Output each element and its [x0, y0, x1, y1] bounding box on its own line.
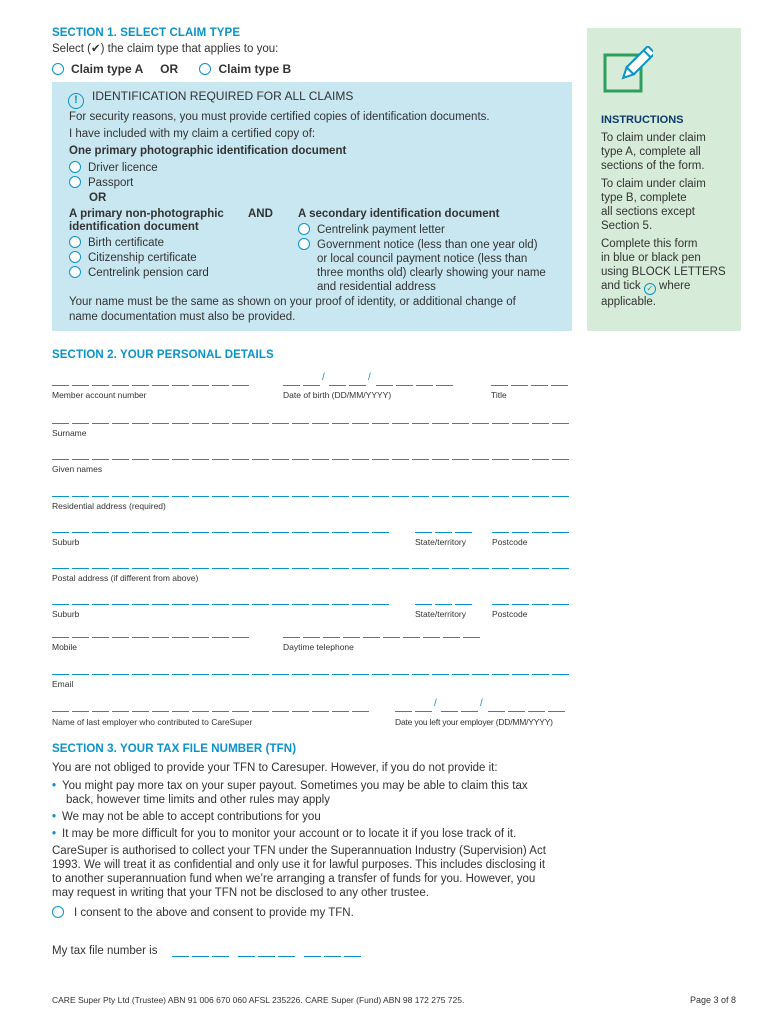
government-notice-line2: or local council payment notice (less than	[317, 253, 528, 265]
residential-address-label: Residential address (required)	[52, 501, 166, 511]
passport-label: Passport	[88, 177, 134, 189]
suburb2-label: Suburb	[52, 609, 80, 619]
page-number: Page 3 of 8	[690, 995, 737, 1005]
suburb2-field[interactable]	[52, 604, 390, 605]
title-label: Title	[491, 390, 507, 400]
driver-licence-checkbox[interactable]	[69, 161, 81, 173]
bullet-1: • You might pay more tax on your super payout. Sometimes you may be able to claim this tax	[52, 780, 528, 792]
tfn-consent-checkbox[interactable]	[52, 906, 64, 918]
instructions-p1: To claim under claim type A, complete all sections of the form.	[601, 132, 706, 172]
section1-title: SECTION 1. SELECT CLAIM TYPE	[52, 27, 241, 39]
id-footer-line2: name documentation must also be provided.	[69, 311, 296, 323]
id-or: OR	[89, 192, 107, 204]
dob-month-field[interactable]	[329, 385, 366, 386]
surname-label: Surname	[52, 428, 87, 438]
state2-label: State/territory	[415, 609, 467, 619]
member-number-field[interactable]	[52, 385, 250, 386]
government-notice-label: Government notice (less than one year old)	[317, 239, 538, 251]
exclamation-icon: !	[68, 93, 84, 109]
dob-label: Date of birth (DD/MM/YYYY)	[283, 390, 392, 400]
instructions-p3: Complete this form in blue or black pen using BLOCK LETTERS and tick ✓ where applicable.	[601, 238, 726, 308]
id-title: IDENTIFICATION REQUIRED FOR ALL CLAIMS	[92, 89, 354, 103]
centrelink-payment-label: Centrelink payment letter	[317, 224, 445, 236]
bullet-1-line2: back, however time limits and other rules may apply	[66, 794, 330, 806]
state-field[interactable]	[415, 532, 475, 533]
daytime-field[interactable]	[283, 637, 481, 638]
suburb-label: Suburb	[52, 537, 80, 547]
tfn-paragraph-line1: CareSuper is authorised to collect your TFN under the Superannuation Industry (Supervision) Act	[52, 845, 546, 857]
citizenship-certificate-label: Citizenship certificate	[88, 252, 197, 264]
id-line2: I have included with my claim a certified copy of:	[69, 128, 316, 140]
photo-heading: One primary photographic identification document	[69, 145, 347, 157]
mobile-field[interactable]	[52, 637, 250, 638]
instructions-p2: To claim under claim type B, complete all sections except Section 5.	[601, 178, 706, 232]
postal-address-label: Postal address (if different from above)	[52, 573, 199, 583]
tfn-field-2[interactable]	[238, 956, 296, 957]
email-label: Email	[52, 679, 74, 689]
postcode-label: Postcode	[492, 537, 528, 547]
claim-a-label: Claim type A	[71, 62, 143, 76]
title-field[interactable]	[491, 385, 571, 386]
tfn-paragraph-line4: may request in writing that your TFN not be disclosed to any other trustee.	[52, 887, 429, 899]
photo-item	[69, 176, 133, 191]
footer-legal: CARE Super Pty Ltd (Trustee) ABN 91 006 670 060 AFSL 235226. CARE Super (Fund) ABN 98 172 275 725.	[52, 995, 465, 1005]
given-names-field[interactable]	[52, 459, 571, 460]
tfn-label: My tax file number is	[52, 945, 158, 957]
date-left-month-field[interactable]	[441, 711, 478, 712]
citizenship-certificate-checkbox[interactable]	[69, 251, 81, 263]
centrelink-pension-label: Centrelink pension card	[88, 267, 209, 279]
section2-title: SECTION 2. YOUR PERSONAL DETAILS	[52, 349, 274, 361]
date-left-year-field[interactable]	[488, 711, 568, 712]
tick-icon: ✓	[644, 283, 656, 295]
government-notice-checkbox[interactable]	[298, 238, 310, 250]
given-names-label: Given names	[52, 464, 103, 474]
bullet-2: • We may not be able to accept contributions for you	[52, 811, 321, 823]
nonphoto-heading-1: A primary non-photographic	[69, 208, 224, 220]
claim-b-label: Claim type B	[218, 62, 292, 76]
birth-certificate-checkbox[interactable]	[69, 236, 81, 248]
postcode-field[interactable]	[492, 532, 572, 533]
dob-day-field[interactable]	[283, 385, 320, 386]
tfn-paragraph-line2: 1993. We will treat it as confidential and only use it for lawful purposes. This includes disclosing it	[52, 859, 546, 871]
section3-intro: You are not obliged to provide your TFN to Caresuper. However, if you do not provide it:	[52, 762, 498, 774]
daytime-label: Daytime telephone	[283, 642, 354, 652]
tfn-consent-label: I consent to the above and consent to provide my TFN.	[74, 907, 354, 919]
mobile-label: Mobile	[52, 642, 78, 652]
id-line1: For security reasons, you must provide certified copies of identification documents.	[69, 111, 490, 123]
photo-item	[69, 161, 158, 176]
date-left-day-field[interactable]	[395, 711, 432, 712]
id-title-row	[68, 89, 353, 109]
email-field[interactable]	[52, 674, 571, 675]
id-footer-line1: Your name must be the same as shown on your proof of identity, or additional change of	[69, 296, 516, 308]
employer-field[interactable]	[52, 711, 370, 712]
tfn-paragraph-line3: to another superannuation fund when we’re arranging a transfer of funds for you. However, you	[52, 873, 536, 885]
or-label: OR	[160, 62, 179, 76]
state2-field[interactable]	[415, 604, 475, 605]
surname-field[interactable]	[52, 423, 571, 424]
secondary-heading: A secondary identification document	[298, 208, 500, 220]
employer-label: Name of last employer who contributed to CareSuper	[52, 717, 253, 727]
instructions-title: INSTRUCTIONS	[601, 114, 684, 126]
government-notice-line3: three months old) clearly showing your name	[317, 267, 546, 279]
dob-year-field[interactable]	[376, 385, 454, 386]
birth-certificate-label: Birth certificate	[88, 237, 165, 249]
id-and: AND	[248, 208, 273, 220]
residential-address-field[interactable]	[52, 496, 571, 497]
postal-address-field[interactable]	[52, 568, 571, 569]
driver-licence-label: Driver licence	[88, 162, 158, 174]
bullet-3: • It may be more difficult for you to monitor your account or to locate it if you lose track of it.	[52, 828, 517, 840]
claim-type-row	[52, 62, 291, 76]
date-left-label: Date you left your employer (DD/MM/YYYY)	[395, 717, 553, 727]
centrelink-pension-checkbox[interactable]	[69, 266, 81, 278]
member-number-label: Member account number	[52, 390, 147, 400]
postcode2-field[interactable]	[492, 604, 572, 605]
state-label: State/territory	[415, 537, 467, 547]
pencil-icon	[603, 46, 653, 96]
section3-title: SECTION 3. YOUR TAX FILE NUMBER (TFN)	[52, 743, 297, 755]
passport-checkbox[interactable]	[69, 176, 81, 188]
centrelink-payment-checkbox[interactable]	[298, 223, 310, 235]
postcode2-label: Postcode	[492, 609, 528, 619]
tfn-field-1[interactable]	[172, 956, 230, 957]
claim-b-checkbox[interactable]	[199, 63, 211, 75]
suburb-field[interactable]	[52, 532, 390, 533]
section1-instruction: Select (✔) the claim type that applies to you:	[52, 43, 279, 55]
claim-a-checkbox[interactable]	[52, 63, 64, 75]
tfn-field-3[interactable]	[304, 956, 362, 957]
government-notice-line4: and residential address	[317, 281, 436, 293]
nonphoto-heading-2: identification document	[69, 221, 199, 233]
